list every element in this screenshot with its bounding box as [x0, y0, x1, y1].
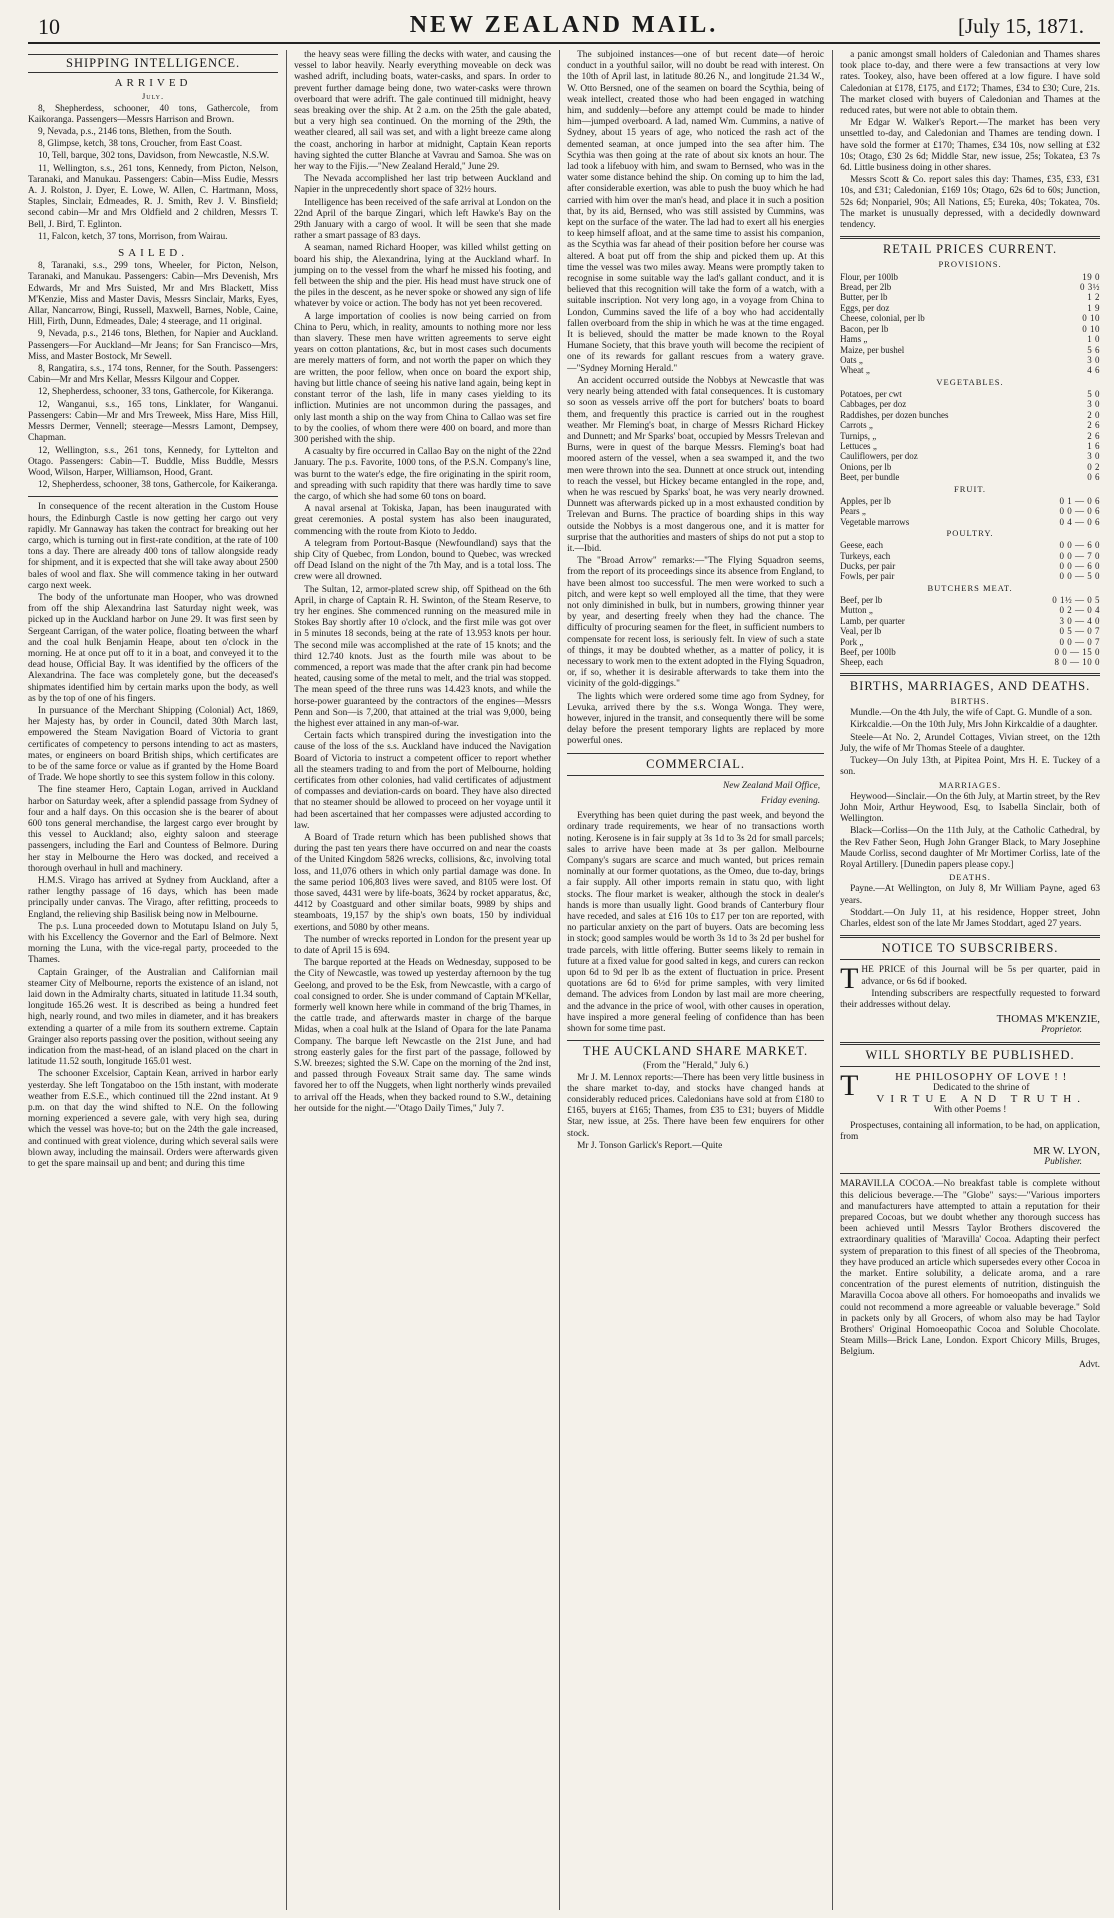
- arrival-entry: 8, Glimpse, ketch, 38 tons, Croucher, from East Coast.: [38, 139, 243, 150]
- price-value: 0 0 — 5 0: [1059, 571, 1100, 582]
- price-item: Beet, per bundle: [840, 472, 900, 483]
- price-value: 0 10: [1082, 323, 1100, 334]
- notice-heading: NOTICE TO SUBSCRIBERS.: [881, 941, 1059, 956]
- divider: [840, 1042, 1100, 1045]
- share-paragraph: a panic amongst small holders of Caledonian and Thames shares took place to-day, and there were a few transactions at very low rates. Tookey, also, have been offered at a low figure. I have sold Caledonian at £178, £175, and £172; Thames, £34 to £30; Cure, 21s. The market closed with buyers of Caledonian and Thames at the reduced rates, but were not able to obtain them.: [840, 50, 1100, 117]
- price-row: [840, 272, 1100, 282]
- price-item: Cheese, colonial, per lb: [840, 313, 925, 324]
- price-row: [840, 517, 1100, 527]
- notice-signature: THOMAS M'KENZIE,: [996, 1013, 1100, 1026]
- price-item: Butter, per lb: [840, 292, 888, 303]
- publisher-role: Publisher.: [1044, 1157, 1082, 1168]
- divider: [567, 1040, 824, 1041]
- shipping-heading: SHIPPING INTELLIGENCE.: [28, 54, 278, 73]
- commercial-office: New Zealand Mail Office,: [723, 780, 821, 791]
- price-row: [840, 496, 1100, 506]
- price-value: 0 1 — 0 6: [1059, 495, 1100, 506]
- share-paragraph: Mr Edgar W. Walker's Report.—The market has been very unsettled to-day, and Caledonian and Thames are tending down. I have sold the former at £170; Thames, £34 10s, now selling at £32 10s; Otago, £30 2s 6d; Middle Star, new issue, 25s; Tokatea, £3 7s 6d. Little business doing in other shares.: [840, 118, 1100, 174]
- price-item: Cabbages, per doz: [840, 399, 907, 410]
- price-row: [840, 451, 1100, 461]
- shipping-notes: [28, 502, 278, 1170]
- price-value: 3 0 — 4 0: [1059, 615, 1100, 626]
- price-row: [840, 506, 1100, 516]
- price-value: 0 0 — 0 6: [1059, 506, 1100, 517]
- divider: [840, 935, 1100, 938]
- news-paragraph: The "Broad Arrow" remarks:—"The Flying Squadron seems, from the report of its proceedings since its absence from England, to have been almost too successful. The men were worked to such a pitch, and were kept so well employed all the time, that they were not only diminished in bulk, but in numbers, growing thinner year by year, and deserting freely when they had the chance. The difficulty of procuring seamen for the fleet, in sufficient numbers to compensate for recent loss, is seriously felt. In view of such a state of things, it may be doubted whether, as a matter of policy, it is necessary to work men to the extent adopted in the Flying Squadron, or, if so, whether it is desirable afterwards to take them into the vicinity of the gold-diggings.": [567, 556, 825, 690]
- price-value: 2 6: [1087, 420, 1100, 431]
- published-heading: WILL SHORTLY BE PUBLISHED.: [865, 1047, 1075, 1062]
- price-value: 8 0 — 10 0: [1054, 657, 1100, 668]
- retail-prices-heading: RETAIL PRICES CURRENT.: [882, 242, 1058, 257]
- price-value: 0 6: [1087, 472, 1100, 483]
- news-paragraph: A casualty by fire occurred in Callao Bay on the night of the 22nd January. The p.s. Favorite, 1000 tons, of the P.S.N. Company's line, was burnt to the water's edge, the fire originating in the spirit room, and spreading with such rapidity that there was hardly time to save the cargo, of which she had some 60 tons on board.: [294, 447, 552, 502]
- news-paragraph: The barque reported at the Heads on Wednesday, supposed to be the City of Newcastle, was towed up yesterday afternoon by the tug Geelong, and proved to be the Esk, from Newcastle, with a cargo of coal consigned to order. She is under command of Captain M'Kellar, formerly well known here while in command of the brig Thames, in the cattle trade, and afterwards master in charge of the barque Midas, when a coal hulk at the Island of Opara for the late Panama Company. The barque left Newcastle on the 21st June, and had strong easterly gales for the first part of the passage, followed by S.W. breezes; sighted the S.W. Cape on the morning of the 2nd inst, and passed through Foveaux Strait same day. The same winds favored her to off the Nuggets, when light northerly winds prevailed to arrival off the Heads, when they backed round to S.W., detaining her outside for the night.—"Otago Daily Times," July 7.: [294, 958, 552, 1114]
- news-paragraph: H.M.S. Virago has arrived at Sydney from Auckland, after a rather lengthy passage of 16 days, which has been made principally under canvas. The Virago, after refitting, proceeds to England, the relieving ship Basilisk being now in Melbourne.: [28, 876, 279, 920]
- share-paragraph: Mr J. Tonson Garlick's Report.—Quite: [577, 1140, 723, 1151]
- price-item: Pears „: [840, 506, 866, 517]
- price-item: Apples, per lb: [840, 495, 891, 506]
- price-item: Onions, per lb: [840, 461, 892, 472]
- price-row: [840, 616, 1100, 626]
- column-four: [832, 50, 1100, 1910]
- price-row: [840, 282, 1100, 292]
- price-row: [840, 595, 1100, 605]
- price-item: Bread, per 2lb: [840, 282, 892, 293]
- bmd-heading: BIRTHS, MARRIAGES, AND DEATHS.: [849, 678, 1091, 693]
- retail-prices-table: [840, 259, 1100, 667]
- price-value: 2 0: [1087, 409, 1100, 420]
- price-row: [840, 431, 1100, 441]
- page-number: 10: [38, 14, 60, 39]
- price-value: 0 0 — 0 7: [1059, 636, 1100, 647]
- price-section-table: [840, 595, 1100, 668]
- book-virtue-truth: VIRTUE AND TRUTH.: [876, 1093, 1086, 1106]
- news-paragraph: A Board of Trade return which has been published shows that during the past ten years there have occurred on and near the coasts of the United Kingdom 5826 wrecks, collisions, &c, involving total loss, and 11,076 others in which only partial damage was done. In the same period 106,803 lives were saved, and 8105 were lost. Of those saved, 4431 were by life-boats, 3624 by rocket apparatus, &c, 4412 by Coastguard and other similar boats, 9989 by ships and steamboats, 19,157 by the ship's own boats, 150 by individual exertions, and 5080 by other means.: [294, 833, 552, 933]
- births-list: [840, 708, 1100, 778]
- price-row: [840, 462, 1100, 472]
- notice-text-2: Intending subscribers are respectfully requested to forward their addresses without delay.: [840, 988, 1100, 1010]
- share-market-source: (From the "Herald," July 6.): [642, 1061, 749, 1072]
- price-item: Beef, per 100lb: [840, 647, 896, 658]
- price-section-label: VEGETABLES.: [936, 376, 1004, 387]
- price-row: [840, 605, 1100, 615]
- price-row: [840, 365, 1100, 375]
- price-item: Lamb, per quarter: [840, 615, 905, 626]
- price-value: 3 0: [1087, 354, 1100, 365]
- price-value: 3 0: [1087, 451, 1100, 462]
- commercial-paragraph: Everything has been quiet during the past week, and beyond the ordinary trade requirements, we hear of no transactions worth noting. Kerosene is in fair supply at 3s 1d to 3s 2d for small parcels; sales to arrive have been made at 3s per gallon. Melbourne Company's sugars are scarce and much wanted, but prices remain nominally at our former quotations, as the Omeo, due to-day, brings a fair supply. All other imports remain in statu quo, with light stocks. The flour market is weaker, although the stock in dealer's hands is more than usually light. Good brands of Canterbury flour have receded, and sales at £16 10s to £17 per ton are reported, with no particular anxiety on the part of buyers. Oats are becoming less in stock; good samples would be worth 3s 1d to 3s 2d per bushel for trade parcels, with little offering. Butter seems likely to remain in future at a fixed value for good salted in kegs, and curers can reckon upon 6d to 9d per lb as the extent of fluctuation in price. Present quotations are 6d to 6½d for prime samples, with very limited demand. The advices from London by last mail are more cheering, and the advance in the price of wool, with other causes in operation, have inspired a more general feeling of confidence than has been shown for some time past.: [567, 811, 825, 1035]
- news-paragraph: Captain Grainger, of the Australian and Californian mail steamer City of Melbourne, reports the existence of an island, not laid down in the Admiralty charts, situated in latitude 11.34 south, longitude 165.26 west. It is described as being a hundred feet high, nearly round, and two miles in diameter, and it has breakers extending a quarter of a mile from its southern extreme. Captain Grainger also reports passing over the position, without seeing any indication from the mast-head, of an island placed on the chart in latitude 11.52 south, longitude 165.01 west.: [28, 967, 279, 1068]
- price-value: 1 9: [1087, 302, 1100, 313]
- month-label: July.: [141, 91, 165, 102]
- departure-entry: 12, Shepherdess, schooner, 33 tons, Gathercole, for Kikeranga.: [38, 387, 274, 398]
- news-paragraph: The p.s. Luna proceeded down to Motutapu Island on July 5, with his Excellency the Governor and the Earl of Belmore. Next morning the Luna, with the vice-regal party, proceeded to the Thames.: [28, 921, 279, 966]
- price-row: [840, 399, 1100, 409]
- book-poems: With other Poems !: [933, 1105, 1007, 1116]
- newspaper-title: NEW ZEALAND MAIL.: [409, 12, 719, 38]
- book-title: T HE PHILOSOPHY OF LOVE ! !: [840, 1068, 1068, 1102]
- arrived-list: [28, 104, 278, 243]
- masthead: [28, 8, 1100, 44]
- news-paragraph: Certain facts which transpired during the investigation into the cause of the loss of the s.s. Auckland have induced the Navigation Board of Victoria to instruct a competent officer to report whether all the steamers trading to and from the port of Melbourne, holding certificates from other colonies, had valid certificates of adjustment of compasses and deviation-cards on board. They have also directed that no steamer should be allowed to proceed on her voyage until it had been ascertained that her compasses were adjusted according to law.: [294, 731, 552, 831]
- birth-notice: Mundle.—On the 4th July, the wife of Capt. G. Mundle of a son.: [850, 708, 1093, 719]
- drop-cap: T: [840, 962, 859, 996]
- book-dedication: Dedicated to the shrine of: [932, 1082, 1030, 1093]
- price-value: 0 4 — 0 6: [1059, 516, 1100, 527]
- price-section-label: BUTCHERS MEAT.: [927, 582, 1013, 593]
- price-row: [840, 389, 1100, 399]
- share-paragraph: Mr J. M. Lennox reports:—There has been very little business in the share market to-day, and stocks have changed hands at considerably reduced prices. Caledonians have sold at from £180 to £165, buyers at £165; Thames, from £35 to £31; buyers of Middle Star, new issue, at 25s. There have been few enquirers for other stock.: [567, 1072, 825, 1139]
- news-paragraph: The Nevada accomplished her last trip between Auckland and Napier in the unprecedently short space of 32½ hours.: [294, 174, 552, 196]
- column-three-articles: [567, 50, 824, 748]
- news-paragraph: The number of wrecks reported in London for the present year up to date of April 15 is 694.: [294, 934, 552, 957]
- arrival-entry: 9, Nevada, p.s., 2146 tons, Blethen, from the South.: [38, 127, 232, 138]
- price-row: [840, 324, 1100, 334]
- departure-entry: 12, Wellington, s.s., 261 tons, Kennedy, for Lyttelton and Otago. Passengers: Cabin—T. Buddle, Miss Buddle, Messrs Wood, Wilson, Harper, Williamson, Hood, Grant.: [28, 445, 279, 478]
- share-market-continued: [840, 50, 1100, 231]
- arrival-entry: 10, Tell, barque, 302 tons, Davidson, from Newcastle, N.S.W.: [38, 151, 270, 162]
- share-market-heading: THE AUCKLAND SHARE MARKET.: [583, 1044, 809, 1059]
- price-section-label: FRUIT.: [954, 483, 987, 494]
- news-paragraph: A large importation of coolies is now being carried on from China to Peru, which, in reality, amounts to nothing more nor less than slavery. These men have written agreements to serve eight years on cotton plantations, &c, but in most cases such documents are merely matters of form, and not worth the paper on which they are written, the poor fellow, when once on board the export ship, having but little chance of seeing his native land again, being kept in constant terror of the lash, life in many cases yielding to its infliction. Mutinies are not uncommon during the passages, and only last month a ship on the way from China to Callao was set fire to by the coolies, of whom there were 400 on board, and more than 300 perished with the ship.: [294, 311, 552, 445]
- price-item: Bacon, per lb: [840, 323, 889, 334]
- drop-cap: T: [840, 1068, 860, 1102]
- price-item: Vegetable marrows: [840, 516, 910, 527]
- news-paragraph: The Sultan, 12, armor-plated screw ship, off Spithead on the 6th April, in charge of Captain R. H. Swinton, of the Steam Reserve, to try her engines. She commenced running on the measured mile in Stokes Bay shortly after 10 o'clock, and the first mile was got over in 5 minutes 18 seconds, being at the rate of 13.953 knots per hour. The second mile was accomplished at the rate of 15 knots; and the third 12.740 knots. Just as the fourth mile was about to be commenced, a report was made that the after crank pin had become heated, causing some of the metal to melt, and the trial was stopped. The mean speed of the three runs was 14.423 knots, and while the horse-power guaranteed by the contractors of the engines—Messrs Penn and Son—is 7,200, that attained at the trial was 9,000, being the highest ever attained in any man-of-war.: [294, 584, 552, 729]
- price-value: 0 0 — 7 0: [1059, 550, 1100, 561]
- price-value: 0 0 — 6 0: [1059, 540, 1100, 551]
- price-item: Turkeys, each: [840, 550, 891, 561]
- sailed-heading: SAILED.: [118, 247, 188, 260]
- price-item: Potatoes, per cwt: [840, 388, 902, 399]
- price-value: 2 6: [1087, 430, 1100, 441]
- divider: [28, 496, 278, 497]
- sailed-list: [28, 261, 278, 491]
- price-row: [840, 345, 1100, 355]
- deaths-label: DEATHS.: [949, 872, 991, 883]
- cocoa-advertisement: MARAVILLA COCOA.—No breakfast table is complete without this delicious beverage.—The "Globe" says:—"Various importers and manufacturers have attempted to attain a reputation for their prepared Cocoas, but we doubt whether any thorough success has been achieved until Messrs Taylor Brothers discovered the extraordinary qualities of 'Maravilla' Cocoa. Adapting their perfect system of preparation to this finest of all species of the Theobroma, they have produced an article which supersedes every other Cocoa in the market. Entire solubility, a delicate aroma, and a rare concentration of the purest elements of nutrition, distinguish the Maravilla Cocoa above all others. For homoeopaths and invalids we could not recommend a more agreeable or valuable beverage." Sold in packets only by all Grocers, of whom also may be had Taylor Brothers' Original Homoeopathic Cocoa and Soluble Chocolate. Steam Mills—Brick Lane, London. Export Chicory Mills, Bruges, Belgium.: [840, 1179, 1100, 1358]
- price-value: 0 10: [1082, 313, 1100, 324]
- price-item: Geese, each: [840, 540, 884, 551]
- deaths-list: [840, 884, 1100, 930]
- news-paragraph: The fine steamer Hero, Captain Logan, arrived in Auckland harbor on Saturday week, after a splendid passage from Sydney of four and a half days. On this occasion she is the bearer of about 600 tons general merchandise, the largest cargo ever brought by this vessel to Auckland; also, eighty saloon and steerage passengers, including the Earl and Countess of Belmore. During her stay in Melbourne the Hero was docked, and received a thorough overhaul in hull and machinery.: [28, 785, 279, 874]
- commercial-report: [567, 811, 824, 1035]
- divider: [567, 753, 824, 754]
- price-row: [840, 313, 1100, 323]
- news-paragraph: An accident occurred outside the Nobbys at Newcastle that was very nearly being attended with fatal consequences. It is customary so soon as vessels arrive off the port for butchers' boats to board them, and frequently this practice is carried out in the roughest weather. Mr Fleming's boat, in charge of Messrs Richard Hickey and Dunnett; and Mr Sparks' boat, occupied by Messrs Trelevan and Burns, were in quest of the barque Messrs. Fleming's boat had moored astern of the vessel, when a sea swamped it, and the two men were thrown into the sea. Dunnett at once struck out, intending to reach the vessel, but Hickey became entangled in the rope, and, when he was rescued by Sparks' boat, he was very nearly drowned. Dunnett was afterwards picked up in a most exhausted condition by Trelevan and Burns. The practice of boarding ships in this way outside the Nobbys is a most dangerous one, and it is matter for surprise that the authorities and masters of ships do not put a stop to it.—Ibid.: [567, 375, 825, 554]
- death-notice: Stoddart.—On July 11, at his residence, Hopper street, John Charles, eldest son of the late Mr James Stoddart, aged 27 years.: [840, 907, 1100, 929]
- divider: [840, 236, 1100, 239]
- marriage-notice: Heywood—Sinclair.—On the 6th July, at Martin street, by the Rev John Moir, Arthur Heywood, Esq, to Isabella Sinclair, both of Wellington.: [840, 791, 1100, 825]
- price-section-table: [840, 496, 1100, 527]
- price-value: 1 0: [1087, 334, 1100, 345]
- price-value: 0 2 — 0 4: [1059, 605, 1100, 616]
- price-value: 0 0 — 6 0: [1059, 561, 1100, 572]
- price-item: Turnips, „: [840, 430, 877, 441]
- arrival-entry: 11, Falcon, ketch, 37 tons, Morrison, from Wairau.: [38, 231, 228, 242]
- birth-notice: Tuckey—On July 13th, at Pipitea Point, Mrs H. E. Tuckey of a son.: [840, 756, 1100, 778]
- arrival-entry: 8, Shepherdess, schooner, 40 tons, Gathercole, from Kaikoranga. Passengers—Messrs Harrison and Brown.: [28, 103, 279, 125]
- column-two: [286, 50, 551, 1910]
- price-value: 4 6: [1087, 365, 1100, 376]
- departure-entry: 8, Taranaki, s.s., 299 tons, Wheeler, for Picton, Nelson, Taranaki, and Manukau. Passengers: Cabin—Mrs Devenish, Mrs Edwards, Mr and Mrs Suisted, Mr and Mrs Blackett, Miss M'Kenzie, Miss and Master Davis, Messrs Sinclair, Marks, Eyes, Allar, Nancarrow, Bingi, Russell, Maxwell, Barnes, Noble, Caine, Hill, Firth, Dunn, Edmeades, Dale; 4 steerage, and 11 original.: [28, 261, 279, 328]
- price-row: [840, 334, 1100, 344]
- commercial-heading: COMMERCIAL.: [646, 756, 746, 771]
- publisher-name: MR W. LYON,: [1033, 1144, 1100, 1157]
- departure-entry: 8, Rangatira, s.s., 174 tons, Renner, for the South. Passengers: Cabin—Mr and Mrs Kellar, Messrs Kilgour and Copper.: [28, 364, 279, 386]
- news-paragraph: A naval arsenal at Tokiska, Japan, has been inaugurated with great ceremonies. A postal system has also been inaugurated, commencing with the route from Kioto to Jeddo.: [294, 504, 552, 537]
- price-row: [840, 637, 1100, 647]
- news-paragraph: The lights which were ordered some time ago from Sydney, for Levuka, arrived there by the s.s. Wonga Wonga. They were, however, injured in the transit, and consequently there will be some delay before the present temporary lights are replaced by more powerful ones.: [567, 691, 825, 747]
- price-section-table: [840, 272, 1100, 376]
- price-item: Ducks, per pair: [840, 561, 896, 572]
- arrived-heading: ARRIVED: [114, 77, 192, 90]
- price-item: Hams „: [840, 334, 868, 345]
- price-item: Flour, per 100lb: [840, 271, 898, 282]
- departure-entry: 12, Wanganui, s.s., 165 tons, Linklater, for Wanganui. Passengers: Cabin—Mr and Mrs Treweek, Miss Hare, Miss Hill, Messrs Dermer, Vennell; steerage—Messrs Lamont, Dempsey, Chapman.: [28, 399, 279, 444]
- price-row: [840, 647, 1100, 657]
- marriages-list: [840, 792, 1100, 871]
- price-item: Raddishes, per dozen bunches: [840, 409, 949, 420]
- column-two-articles: [294, 50, 551, 1115]
- price-item: Wheat „: [840, 365, 870, 376]
- price-value: 5 6: [1087, 344, 1100, 355]
- share-market-report: [567, 1073, 824, 1152]
- price-value: 0 1½ — 0 5: [1052, 595, 1100, 606]
- price-row: [840, 441, 1100, 451]
- price-value: 1 6: [1087, 440, 1100, 451]
- column-shipping: [28, 50, 278, 1910]
- price-row: [840, 540, 1100, 550]
- price-item: Lettuces „: [840, 440, 877, 451]
- news-paragraph: In consequence of the recent alteration in the Custom House hours, the Edinburgh Castle is now getting her cargo out very rapidly. Mr Gannaway has taken the contract for breaking out her cargo, which is turning out in first-rate condition, at the rate of 100 tons a day. There are already 400 tons of tallow alongside ready for shipment, and it is expected that she will take away about 2500 bales of wool and flax. She will commence taking in her outward cargo next week.: [28, 502, 279, 591]
- births-label: BIRTHS.: [950, 696, 990, 707]
- price-row: [840, 292, 1100, 302]
- price-section-label: POULTRY.: [946, 528, 994, 538]
- price-row: [840, 551, 1100, 561]
- divider: [840, 1173, 1100, 1174]
- price-value: 3 0: [1087, 399, 1100, 410]
- news-paragraph: The subjoined instances—one of but recent date—of heroic conduct in a youthful sailor, will no doubt be read with interest. On the 10th of April last, in latitude 80.26 N., and longitude 21.34 W., W. Otto Bersned, one of the seamen on board the Scythia, being of weak intellect, created those who had been engaged in watching him, and suddenly—before any attempt could be made to hinder him—jumped overboard. A lad, named Wm. Cummins, a native of Sydney, about 15 years of age, who noticed the rash act of the demented seaman, at once jumped into the sea after him. The Scythia was then going at the rate of about six knots an hour. The lad took a lifebuoy with him, and swam to Bernsed, who was in the water some distance behind the ship. On coming up to him the lad, after considerable exertion, was able to push the buoy which he had carried with him over the man's head, and place it in such a position that, by its aid, Bernsed, who was still assisted by Cummins, was kept on the surface of the water. The lad had to exert all his energies to keep himself afloat, and at the same time to assist his companion, as the Scythia was far ahead of their position before her course was altered. A boat put off from the ship and picked them up. At this time the vessel was two miles away. Means were promptly taken to recognise in some suitable way the lad's gallant conduct, and it is believed that this recognition will take the form of a watch, with a suitable inscription. Not very long ago, in a voyage from China to London, Cummins saved the life of a boy who had accidentally fallen overboard from the ship in which he was at the time engaged. It is believed, should the matter be made known to the Royal Humane Society, that this brave youth will become the recipient of one of its rewards for gallant rescues from a watery grave.—"Sydney Morning Herald.": [567, 50, 825, 374]
- departure-entry: 9, Nevada, p.s., 2146 tons, Blethen, for Napier and Auckland. Passengers—For Auckland—Mr Jeans; for San Francisco—Mrs, Miss, and Master Bostock, Mr Sewell.: [28, 329, 279, 362]
- issue-date: [July 15, 1871.: [958, 14, 1084, 38]
- price-row: [840, 626, 1100, 636]
- birth-notice: Kirkcaldie.—On the 10th July, Mrs John Kirkcaldie of a daughter.: [850, 720, 1098, 731]
- commercial-when: Friday evening.: [760, 796, 821, 806]
- advert-mark: Advt.: [1078, 1359, 1100, 1370]
- news-paragraph: A seaman, named Richard Hooper, was killed whilst getting on board his ship, the Alexandrina, lying at the Auckland wharf. In jumping on to the vessel from the wharf he missed his footing, and fell between the ship and the pier. His head must have struck one of the piles in the descent, as he never spoke or showed any sign of life whatever by voice or action. The body has not yet been recovered.: [294, 243, 552, 310]
- price-row: [840, 571, 1100, 581]
- arrival-entry: 11, Wellington, s.s., 261 tons, Kennedy, from Picton, Nelson, Taranaki, and Manukau. Passengers: Cabin—Miss Eudie, Messrs A. J. Rolston, J. Dyer, E. Lowe, W. Allen, C. Hartmann, Moss, Staples, Sinclair, Edmeades, R. J. Smith, Rev J. V. Binsfield; second cabin—Mr and Mrs Oldfield and 2 children, Messrs T. Bell, J. Bird, T. Eglinton.: [28, 163, 279, 230]
- price-row: [840, 472, 1100, 482]
- price-item: Cauliflowers, per doz: [840, 451, 918, 462]
- notice-role: Proprietor.: [1041, 1025, 1082, 1036]
- departure-entry: 12, Shepherdess, schooner, 38 tons, Gathercole, for Kaikeranga.: [38, 480, 278, 491]
- columns: [28, 50, 1100, 1910]
- news-paragraph: In pursuance of the Merchant Shipping (Colonial) Act, 1869, her Majesty has, by order in Council, dated 30th March last, empowered the Steam Navigation Board of Victoria to grant certificates of competency to persons intending to act as masters, mates, or engineers on board British ships, which certificates are to be of the same force or value as if granted by the Home Board of Trade. We hope shortly to see this system follow in this colony.: [28, 705, 279, 784]
- marriages-label: MARRIAGES.: [938, 779, 1002, 790]
- price-row: [840, 561, 1100, 571]
- price-row: [840, 657, 1100, 667]
- price-row: [840, 420, 1100, 430]
- news-paragraph: the heavy seas were filling the decks with water, and causing the vessel to labor heavily. Nearly everything moveable on deck was washed adrift, including boats, water-casks, and spars. In order to prevent further damage being done, two water-casks were thrown overboard that were adrift. The gale continued till midnight, heavy seas breaking over the ship. At 2 a.m. on the 25th the gale abated, but a very high sea continued. On the morning of the 29th, the weather cleared, all sail was set, and with a light breeze came along the coast, anchoring in harbor at midnight, Captain Kean reports having sighted the cutter Blanche at Vavrau and Samoa. She was on her way to the Fijis.—"New Zealand Herald," June 29.: [294, 50, 552, 173]
- price-item: Beef, per lb: [840, 595, 883, 606]
- price-section-table: [840, 389, 1100, 483]
- price-row: [840, 355, 1100, 365]
- price-value: 1 2: [1087, 292, 1100, 303]
- news-paragraph: A telegram from Portout-Basque (Newfoundland) says that the ship City of Quebec, from London, bound to Quebec, was wrecked off Dead Island on the night of the 7th May, and is a total loss. The crew were all drowned.: [294, 538, 552, 583]
- price-section-table: [840, 540, 1100, 582]
- divider: [840, 1066, 1100, 1067]
- divider: [567, 775, 824, 776]
- prospectus-text: Prospectuses, containing all information, to be had, on application, from: [840, 1120, 1100, 1142]
- price-item: Veal, per lb: [840, 626, 882, 637]
- price-item: Pork „: [840, 636, 864, 647]
- price-value: 19 0: [1082, 271, 1100, 282]
- price-item: Eggs, per doz: [840, 302, 890, 313]
- price-row: [840, 410, 1100, 420]
- price-item: Maize, per bushel: [840, 344, 905, 355]
- divider: [840, 673, 1100, 676]
- notice-text: THE PRICE of this Journal will be 5s per quarter, paid in advance, or 6s 6d if booked.: [840, 962, 1100, 996]
- price-row: [840, 303, 1100, 313]
- price-value: 5 0: [1087, 388, 1100, 399]
- price-item: Sheep, each: [840, 657, 884, 668]
- price-value: 0 5 — 0 7: [1059, 626, 1100, 637]
- price-item: Oats „: [840, 354, 863, 365]
- price-value: 0 0 — 15 0: [1054, 647, 1100, 658]
- news-paragraph: The body of the unfortunate man Hooper, who was drowned from off the ship Alexandrina last Saturday night week, was picked up in the Auckland harbor on June 29. It was first seen by Sergeant Carrigan, of the water police, floating between the wharf and the coal hulk Benjamin Heape, about ten o'clock in the morning. He at once put off to it in a boat, and conveyed it to the dead house, Official Bay. It was identified by the officers of the Alexandrina. The face was completely gone, but the deceased's shipmates identified him by certain marks upon the body, as well as by the top of one of his fingers.: [28, 592, 279, 704]
- share-paragraph: Messrs Scott & Co. report sales this day: Thames, £35, £33, £31 10s, and £31; Caledonian, £169 10s; Otago, 62s 6d to 60s; Junction, 52s 6d; Nonpariel, 90s; All Nations, £5; Eureka, 40s; Tokatea, 70s. The market is unusually depressed, with a decidedly downward tendency.: [840, 175, 1100, 231]
- price-value: 0 3½: [1080, 282, 1100, 293]
- price-item: Mutton „: [840, 605, 873, 616]
- column-three: [559, 50, 824, 1910]
- divider: [840, 959, 1100, 960]
- news-paragraph: Intelligence has been received of the safe arrival at London on the 22nd April of the barque Zingari, which left Hawke's Bay on the 29th January with a cargo of wool. It will be seen that she made rather a smart passage of 83 days.: [294, 197, 552, 242]
- price-item: Fowls, per pair: [840, 571, 895, 582]
- death-notice: Payne.—At Wellington, on July 8, Mr William Payne, aged 63 years.: [840, 884, 1100, 906]
- price-section-label: PROVISIONS.: [938, 259, 1002, 270]
- price-value: 0 2: [1087, 461, 1100, 472]
- marriage-notice: Black—Corliss—On the 11th July, at the Catholic Cathedral, by the Rev Father Seon, Hugh John Granger Black, to Mary Josephine Maude Corliss, second daughter of Mr Mortimer Corliss, late of the Royal Artillery. [Dunedin papers please copy.]: [840, 826, 1100, 870]
- birth-notice: Steele—At No. 2, Arundel Cottages, Vivian street, on the 12th July, the wife of Mr Thomas Steele of a daughter.: [840, 732, 1100, 754]
- news-paragraph: The schooner Excelsior, Captain Kean, arrived in harbor early yesterday. She left Tongataboo on the 15th instant, with moderate weather from E.S.E., which continued till the 22nd instant. At 9 p.m. on that day the wind shifted to N.E. On the following morning experienced a severe gale, with very high sea, during which the vessel was hove-to; but on the 24th the gale increased, and continued with great violence, during which several sails were blown away, including the mainsail. Orders were afterwards given to get the spare mainsail up and bent; and during this time: [28, 1069, 279, 1170]
- price-item: Carrots „: [840, 420, 873, 431]
